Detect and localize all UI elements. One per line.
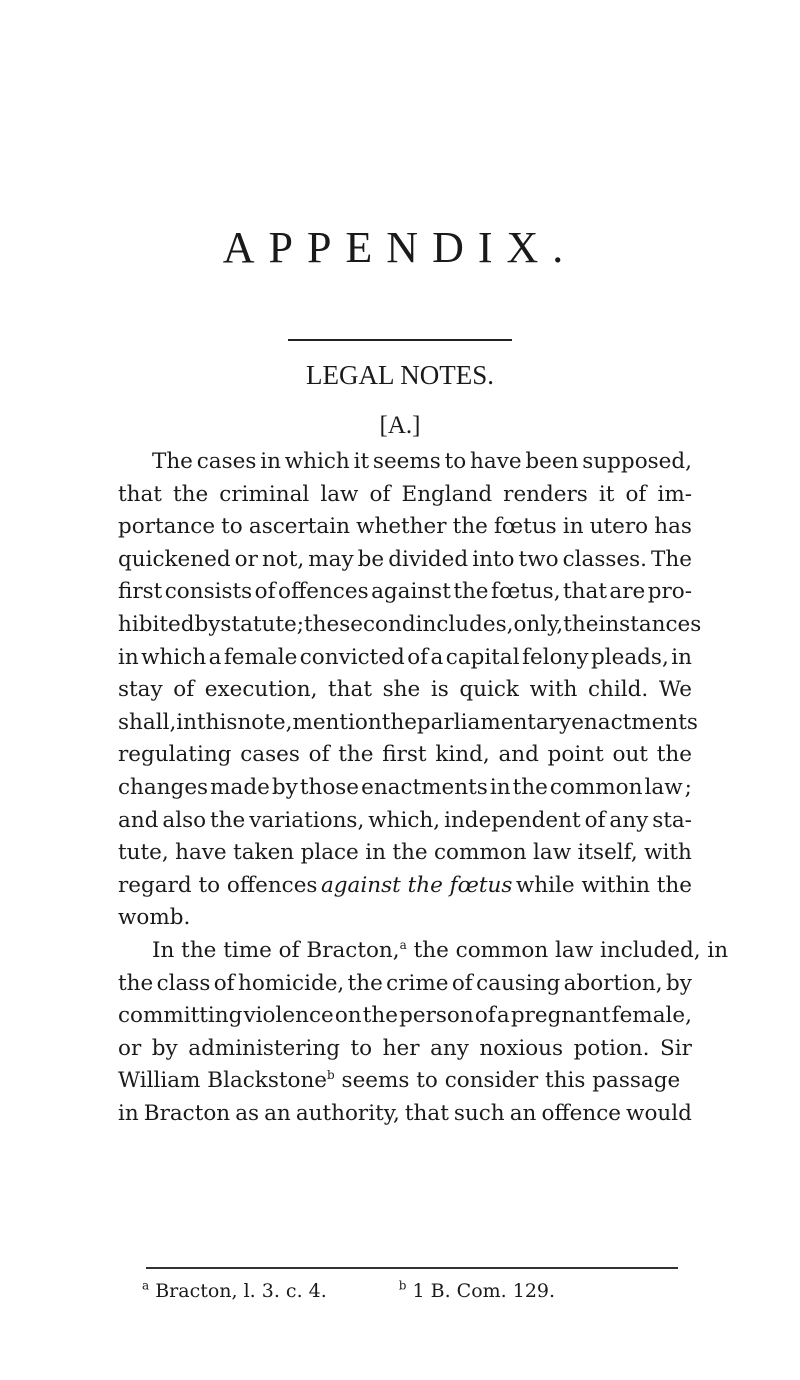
footnote-b: $^b$ 1 B. Com. 129. — [398, 1278, 556, 1302]
footnote-ref-b: b — [327, 1068, 335, 1083]
footnote-ref-a: a — [399, 937, 407, 952]
page-title: APPENDIX. — [222, 223, 578, 272]
section-heading: LEGAL NOTES. — [306, 360, 494, 390]
text-span: regard to offences — [118, 872, 318, 898]
text-line: portance to ascertain whether the fœtus in utero has — [118, 514, 692, 540]
text-line: in which a female convicted of a capital felony pleads, in — [118, 644, 692, 670]
text-line: tute, have taken place in the common law itself, with — [118, 840, 692, 866]
text-line: in Bracton as an authority, that such an offence would — [118, 1100, 692, 1126]
text-line: changes made by those enactments in the common law ; — [118, 774, 692, 800]
text-line: the class of homicide, the crime of causing abortion, by — [118, 970, 692, 996]
footnote-a: $^a$ Bracton, l. 3. c. 4. — [142, 1278, 327, 1302]
text-line: shall, in this note, mention the parliamentary enactments — [118, 709, 698, 735]
text-line: committing violence on the person of a pregnant female, — [118, 1003, 692, 1029]
text-line: The cases in which it seems to have been supposed, — [152, 449, 692, 474]
footnote-divider — [146, 1267, 678, 1269]
text-line: and also the variations, which, independent of any sta- — [118, 807, 692, 833]
text-span: while within the — [515, 872, 692, 898]
italic-phrase: against the fœtus — [320, 872, 513, 898]
text-line: stay of execution, that she is quick with child. We — [118, 677, 692, 703]
text-line — [118, 935, 729, 968]
text-line — [118, 1065, 692, 1098]
section-label: [A.] — [379, 412, 421, 439]
text-line — [118, 870, 692, 903]
text-span: In the time of Bracton,$^a$ the common law included, in — [152, 937, 729, 963]
text-line: first consists of offences against the fœtus, that are pro- — [118, 579, 692, 605]
text-span: William Blackstone$^b$ seems to consider this passage — [118, 1068, 681, 1094]
footnotes — [142, 1280, 702, 1302]
title-divider — [288, 339, 512, 341]
text-line: quickened or not, may be divided into two classes. The — [118, 546, 692, 572]
body-text — [118, 446, 729, 1130]
text-line: regulating cases of the first kind, and point out the — [118, 742, 692, 768]
text-line: or by administering to her any noxious potion. Sir — [118, 1035, 692, 1061]
text-line: womb. — [118, 905, 191, 931]
text-line: hibited by statute ; the second includes, only, the instances — [118, 611, 702, 637]
text-line: that the criminal law of England renders it of im- — [118, 481, 692, 507]
